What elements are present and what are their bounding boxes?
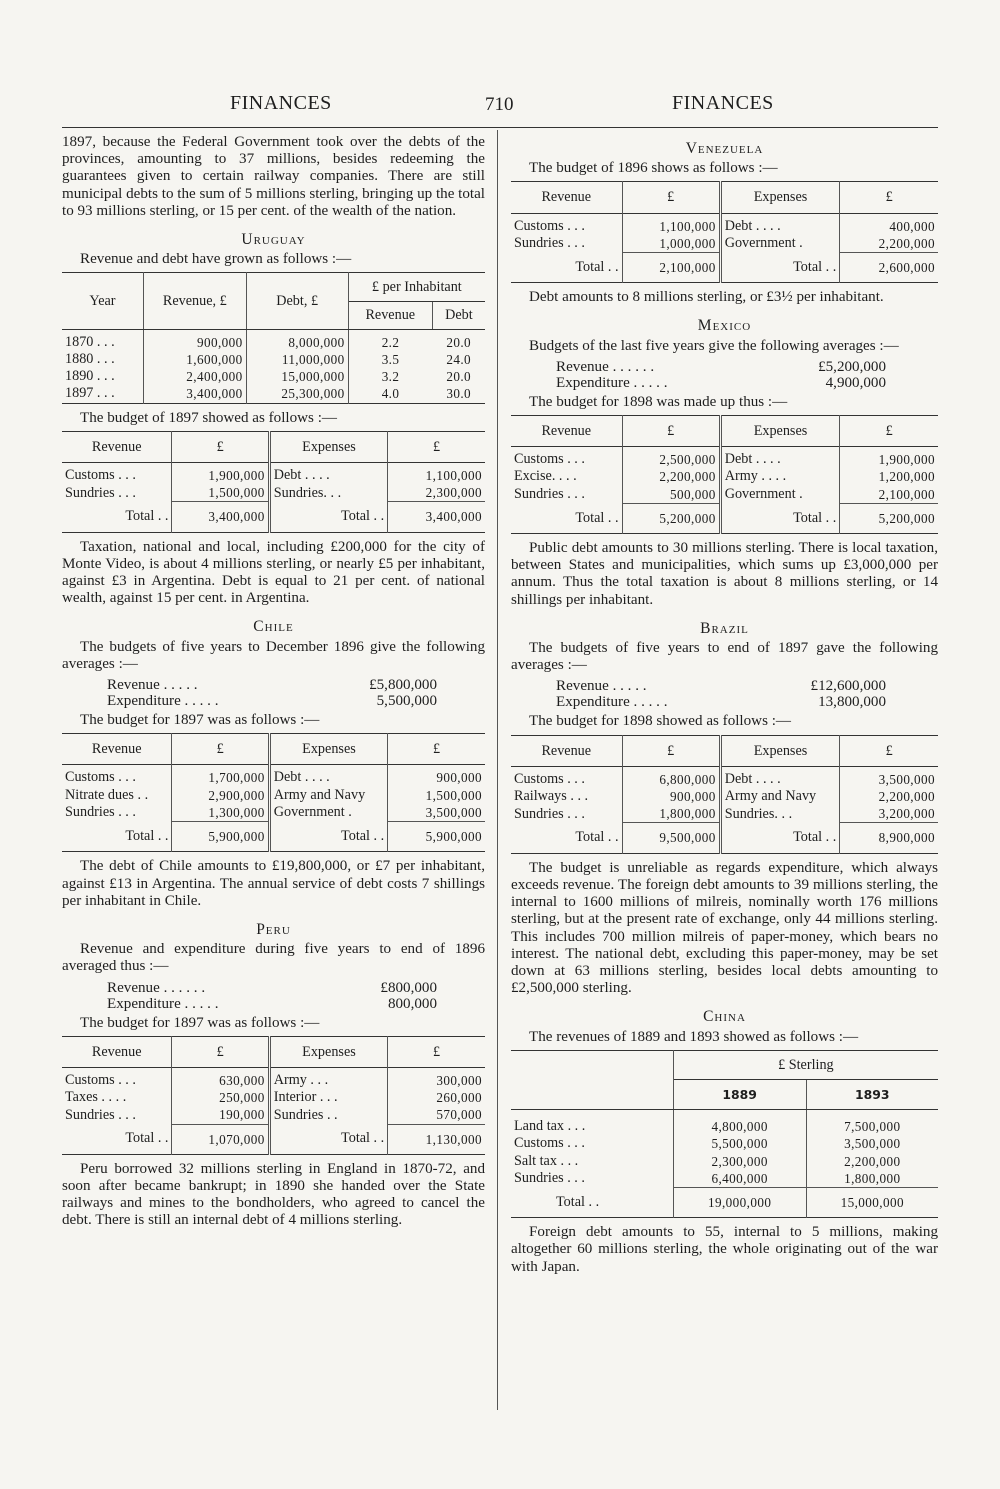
- expense-item: Army and Navy: [269, 787, 387, 804]
- total-label: Total . .: [511, 1187, 673, 1217]
- brazil-budget-table: [511, 735, 938, 854]
- expense-item: Army and Navy: [720, 788, 840, 805]
- peru-averages: [107, 980, 437, 1012]
- total-expenses: 5,900,000: [388, 822, 485, 852]
- total-label: Total . .: [720, 503, 840, 533]
- table-row: [511, 1135, 938, 1152]
- table-row: [62, 804, 485, 822]
- left-column: [62, 134, 485, 1234]
- avg-value: 5,500,000: [376, 693, 437, 710]
- total-label: Total . .: [720, 823, 840, 853]
- expense-amount: 2,100,000: [878, 486, 935, 502]
- row-per-revenue: 3.5: [381, 352, 400, 368]
- expense-item: Government .: [720, 486, 840, 504]
- total-label: Total . .: [269, 1124, 387, 1154]
- avg-value: £800,000: [380, 979, 437, 996]
- col-expenses: Expenses: [720, 416, 840, 447]
- venezuela-budget-table: [511, 181, 938, 283]
- chile-after: The debt of Chile amounts to £19,800,000, or £7 per inhabitant, against £13 in Argentina. The annual service of debt costs 7 shillings per inhabitant in Chile.: [62, 858, 485, 909]
- revenue-amount: 630,000: [172, 1072, 269, 1089]
- row-per-debt: 24.0: [446, 352, 472, 368]
- row-year: 1897 . . .: [62, 385, 143, 403]
- china-after: Foreign debt amounts to 55, internal to 5 millions, making altogether 60 millions sterling, the whole originating out of the war with Japan.: [511, 1224, 938, 1275]
- total-label: Total . .: [62, 822, 172, 852]
- expense-item: Army . . .: [269, 1072, 387, 1089]
- revenue-item: Taxes . . . .: [62, 1089, 172, 1106]
- revenue-item: Land tax . . .: [511, 1118, 673, 1135]
- brazil-budget-lead: The budget for 1898 showed as follows :—: [529, 713, 792, 730]
- amount-1889: 2,300,000: [673, 1153, 806, 1170]
- venezuela-after: Debt amounts to 8 millions sterling, or £3½ per inhabitant.: [529, 289, 884, 306]
- revenue-amount: 2,900,000: [172, 787, 269, 804]
- col-1893: 1893: [806, 1079, 938, 1109]
- col-sterling: £ Sterling: [673, 1050, 938, 1079]
- total-revenue: 5,200,000: [622, 503, 720, 533]
- expense-amount: 1,500,000: [425, 787, 482, 803]
- row-year: 1890 . . .: [62, 368, 143, 385]
- revenue-item: Railways . . .: [511, 788, 622, 805]
- header-left: FINANCES: [230, 92, 332, 114]
- row-per-debt: 20.0: [446, 369, 472, 385]
- col-revenue: Revenue: [62, 734, 172, 765]
- revenue-amount: 500,000: [622, 486, 720, 504]
- col-pounds: £: [172, 1036, 269, 1067]
- total-expenses: 8,900,000: [840, 823, 938, 853]
- col-pounds: £: [885, 189, 893, 206]
- row-debt: 8,000,000: [246, 334, 348, 351]
- table-row: [511, 1118, 938, 1135]
- page-number: 710: [485, 94, 514, 115]
- revenue-item: Nitrate dues . .: [62, 787, 172, 804]
- total-revenue: 3,400,000: [172, 502, 269, 532]
- brazil-after: The budget is unreliable as regards expenditure, which always exceeds revenue. The foreign debt amounts to 39 millions sterling, the internal to 1600 millions of milreis, nominally worth 176 millions sterling, but at the present rate of exchange, only 44 millions sterling. This includes 700 million milreis of paper-money, which bears no interest. The national debt, excluding this paper-money, may be set down at 63 millions sterling, besides local debts amounting to £2,500,000 sterling.: [511, 859, 938, 997]
- mexico-budget-lead: The budget for 1898 was made up thus :—: [529, 393, 788, 410]
- total-label: Total . .: [269, 502, 387, 532]
- total-revenue: 9,500,000: [622, 823, 720, 853]
- expense-item: Debt . . . .: [269, 467, 387, 484]
- col-pounds: £: [622, 735, 720, 766]
- expense-amount: 1,200,000: [878, 469, 935, 485]
- chile-budget-lead: The budget for 1897 was as follows :—: [80, 712, 320, 729]
- table-row: [511, 486, 938, 504]
- revenue-amount: 1,100,000: [622, 218, 720, 235]
- total-label: Total . .: [511, 503, 622, 533]
- total-row: [62, 502, 485, 532]
- venezuela-lead: The budget of 1896 shows as follows :—: [529, 160, 778, 177]
- amount-1889: 6,400,000: [673, 1170, 806, 1188]
- section-title-china: China: [703, 1008, 746, 1026]
- revenue-item: Sundries . . .: [511, 486, 622, 504]
- expense-amount: 1,900,000: [878, 452, 935, 468]
- chile-lead: The budgets of five years to December 1896 give the following averages :—: [62, 638, 485, 672]
- col-pounds: £: [433, 1043, 441, 1060]
- table-row: [62, 769, 485, 786]
- amount-1893: 7,500,000: [844, 1119, 901, 1135]
- col-pounds: £: [622, 182, 720, 213]
- avg-value: £12,600,000: [810, 678, 886, 695]
- col-revenue: Revenue: [511, 182, 622, 213]
- row-per-revenue: 3.2: [381, 369, 400, 385]
- amount-1889: 4,800,000: [673, 1118, 806, 1135]
- col-expenses: Expenses: [269, 734, 387, 765]
- amount-1893: 1,800,000: [844, 1170, 901, 1186]
- expense-amount: 3,500,000: [878, 771, 935, 787]
- revenue-amount: 190,000: [172, 1106, 269, 1124]
- expense-amount: 400,000: [889, 218, 935, 234]
- col-pounds: £: [433, 741, 441, 758]
- col-expenses: Expenses: [269, 1036, 387, 1067]
- intro-paragraph: 1897, because the Federal Government took over the debts of the provinces, amounting to 37 millions, besides redeeming the guarantees given to certain railway companies. There are still municipal debts to the sum of 5 millions sterling, bringing up the total to 93 millions sterling, or 15 per cent. of the wealth of the nation.: [62, 134, 486, 219]
- table-row: [62, 351, 485, 368]
- peru-after: Peru borrowed 32 millions sterling in England in 1870-72, and soon after became bankrupt; in 1890 she handed over the State railways and mines to the bondholders, who agreed to cancel the debt. There is still an internal debt of 4 millions sterling.: [62, 1160, 485, 1229]
- expense-amount: 3,500,000: [425, 804, 482, 820]
- table-row: [511, 788, 938, 805]
- revenue-item: Customs . . .: [62, 467, 172, 484]
- avg-value: 800,000: [387, 995, 437, 1012]
- uruguay-growth-table: [62, 272, 485, 403]
- table-row: [511, 771, 938, 788]
- revenue-item: Salt tax . . .: [511, 1153, 673, 1170]
- col-expenses: Expenses: [720, 182, 840, 213]
- row-year: 1880 . . .: [62, 351, 143, 368]
- revenue-item: Sundries . . .: [511, 805, 622, 823]
- total-expenses: 3,400,000: [388, 502, 485, 532]
- table-row: [511, 218, 938, 235]
- total-row: [62, 1124, 485, 1154]
- row-revenue: 3,400,000: [143, 385, 246, 403]
- table-row: [62, 1072, 485, 1089]
- amount-1893: 2,200,000: [844, 1153, 901, 1169]
- china-revenue-table: [511, 1050, 938, 1218]
- avg-value: £5,800,000: [369, 677, 437, 694]
- section-title-uruguay: Uruguay: [241, 231, 306, 249]
- expense-amount: 2,200,000: [878, 235, 935, 251]
- table-row: [62, 334, 485, 351]
- avg-label: Expenditure . . . . .: [556, 374, 668, 391]
- col-pounds: £: [172, 734, 269, 765]
- table-row: [62, 467, 485, 484]
- avg-label: Revenue . . . . .: [556, 678, 647, 695]
- avg-label: Expenditure . . . . .: [107, 995, 219, 1012]
- col-revenue: Revenue, £: [143, 273, 246, 329]
- expense-amount: 300,000: [436, 1072, 482, 1088]
- table-row: [511, 1170, 938, 1188]
- peru-budget-table: [62, 1036, 485, 1155]
- section-title-peru: Peru: [256, 920, 291, 938]
- col-pounds: £: [885, 742, 893, 759]
- expense-item: Sundries. . .: [720, 805, 840, 823]
- total-label: Total . .: [511, 823, 622, 853]
- avg-label: Revenue . . . . . .: [556, 358, 655, 375]
- expense-amount: 1,100,000: [425, 468, 482, 484]
- running-header: [60, 92, 940, 122]
- revenue-amount: 1,700,000: [172, 769, 269, 786]
- revenue-item: Sundries . . .: [62, 804, 172, 822]
- revenue-amount: 1,800,000: [622, 805, 720, 823]
- expense-amount: 570,000: [436, 1107, 482, 1123]
- total-label: Total . .: [511, 253, 622, 283]
- row-revenue: 2,400,000: [143, 368, 246, 385]
- revenue-item: Customs . . .: [62, 769, 172, 786]
- table-row: [62, 787, 485, 804]
- revenue-item: Sundries . . .: [511, 1170, 673, 1188]
- total-1889: 19,000,000: [673, 1187, 806, 1217]
- revenue-item: Customs . . .: [511, 451, 622, 468]
- total-row: [511, 1187, 938, 1217]
- col-pounds: £: [622, 416, 720, 447]
- total-1893: 15,000,000: [806, 1187, 938, 1217]
- row-debt: 15,000,000: [246, 368, 348, 385]
- revenue-amount: 1,500,000: [172, 484, 269, 502]
- row-year: 1870 . . .: [62, 334, 143, 351]
- amount-1893: 3,500,000: [844, 1136, 901, 1152]
- chile-averages: [107, 677, 437, 709]
- revenue-amount: 1,300,000: [172, 804, 269, 822]
- table-row: [62, 368, 485, 385]
- total-label: Total . .: [269, 822, 387, 852]
- table-row: [62, 1089, 485, 1106]
- table-row: [511, 805, 938, 823]
- col-pounds: £: [433, 438, 441, 455]
- col-revenue: Revenue: [511, 416, 622, 447]
- brazil-lead: The budgets of five years to end of 1897 gave the following averages :—: [511, 640, 938, 674]
- table-row: [511, 451, 938, 468]
- section-title-brazil: Brazil: [700, 619, 749, 637]
- header-right: FINANCES: [672, 92, 774, 114]
- brazil-averages: [556, 678, 886, 710]
- col-expenses: Expenses: [269, 431, 387, 462]
- revenue-amount: 1,900,000: [172, 467, 269, 484]
- total-row: [62, 822, 485, 852]
- column-divider: [497, 130, 498, 1410]
- avg-value: 4,900,000: [825, 374, 886, 391]
- row-debt: 25,300,000: [246, 385, 348, 403]
- expense-item: Debt . . . .: [720, 771, 840, 788]
- row-per-revenue: 4.0: [381, 386, 400, 402]
- col-per-debt: Debt: [432, 301, 485, 329]
- total-row: [511, 823, 938, 853]
- revenue-item: Customs . . .: [511, 1135, 673, 1152]
- revenue-item: Customs . . .: [511, 218, 622, 235]
- section-title-chile: Chile: [253, 618, 294, 636]
- avg-label: Expenditure . . . . .: [556, 694, 668, 711]
- total-expenses: 2,600,000: [840, 253, 938, 283]
- expense-item: Army . . . .: [720, 468, 840, 485]
- table-row: [511, 1153, 938, 1170]
- expense-amount: 2,200,000: [878, 789, 935, 805]
- total-revenue: 5,900,000: [172, 822, 269, 852]
- expense-item: Sundries. . .: [269, 484, 387, 502]
- total-label: Total . .: [62, 1124, 172, 1154]
- revenue-amount: 2,200,000: [622, 468, 720, 485]
- uruguay-budget-table: [62, 431, 485, 533]
- avg-value: 13,800,000: [818, 694, 886, 711]
- uruguay-lead: Revenue and debt have grown as follows :—: [80, 251, 352, 268]
- expense-item: Government .: [720, 235, 840, 253]
- uruguay-after: Taxation, national and local, including £200,000 for the city of Monte Video, is about 4 millions sterling, or nearly £5 per inhabitant, against £3 in Argentina. Debt is equal to 21 per cent. of national wealth, against 15 per cent. in Argentina.: [62, 538, 485, 607]
- col-expenses: Expenses: [720, 735, 840, 766]
- total-row: [511, 503, 938, 533]
- total-label: Total . .: [62, 502, 172, 532]
- peru-budget-lead: The budget for 1897 was as follows :—: [80, 1014, 320, 1031]
- row-revenue: 900,000: [143, 334, 246, 351]
- expense-amount: 900,000: [436, 770, 482, 786]
- total-expenses: 1,130,000: [388, 1124, 485, 1154]
- row-per-debt: 20.0: [446, 334, 472, 350]
- header-rule: [62, 127, 938, 128]
- total-revenue: 1,070,000: [172, 1124, 269, 1154]
- table-row: [62, 484, 485, 502]
- right-column: [511, 134, 938, 1280]
- total-row: [511, 253, 938, 283]
- china-lead: The revenues of 1889 and 1893 showed as follows :—: [529, 1028, 859, 1045]
- expense-item: Debt . . . .: [269, 769, 387, 786]
- revenue-amount: 1,000,000: [622, 235, 720, 253]
- revenue-item: Sundries . . .: [511, 235, 622, 253]
- section-title-mexico: Mexico: [697, 317, 752, 335]
- col-per-inhabitant: £ per Inhabitant: [348, 273, 485, 301]
- avg-label: Expenditure . . . . .: [107, 693, 219, 710]
- mexico-averages: [556, 359, 886, 391]
- expense-item: Debt . . . .: [720, 451, 840, 468]
- expense-item: Government .: [269, 804, 387, 822]
- revenue-amount: 2,500,000: [622, 451, 720, 468]
- revenue-item: Sundries . . .: [62, 484, 172, 502]
- peru-lead: Revenue and expenditure during five years to end of 1896 averaged thus :—: [62, 941, 485, 975]
- total-expenses: 5,200,000: [840, 503, 938, 533]
- expense-amount: 3,200,000: [878, 806, 935, 822]
- revenue-item: Customs . . .: [62, 1072, 172, 1089]
- chile-budget-table: [62, 733, 485, 852]
- mexico-lead: Budgets of the last five years give the following averages :—: [529, 337, 899, 354]
- table-row: [62, 1106, 485, 1124]
- avg-value: £5,200,000: [818, 358, 886, 375]
- mexico-budget-table: [511, 415, 938, 534]
- col-revenue: Revenue: [62, 431, 172, 462]
- revenue-amount: 6,800,000: [622, 771, 720, 788]
- mexico-after: Public debt amounts to 30 millions sterling. There is local taxation, between States and municipalities, which sums up £3,000,000 per annum. Thus the total taxation is about 8 millions sterling, or 14 shillings per inhabitant.: [511, 540, 938, 608]
- row-revenue: 1,600,000: [143, 351, 246, 368]
- expense-item: Sundries . .: [269, 1106, 387, 1124]
- amount-1889: 5,500,000: [673, 1135, 806, 1152]
- row-per-debt: 30.0: [446, 386, 472, 402]
- section-title-venezuela: Venezuela: [685, 140, 764, 157]
- total-label: Total . .: [720, 253, 840, 283]
- table-row: [511, 235, 938, 253]
- uruguay-budget-lead: The budget of 1897 showed as follows :—: [80, 409, 337, 426]
- expense-item: Interior . . .: [269, 1089, 387, 1106]
- row-debt: 11,000,000: [246, 351, 348, 368]
- col-per-revenue: Revenue: [348, 301, 432, 329]
- total-revenue: 2,100,000: [622, 253, 720, 283]
- revenue-item: Sundries . . .: [62, 1106, 172, 1124]
- revenue-item: Excise. . . .: [511, 468, 622, 485]
- revenue-item: Customs . . .: [511, 771, 622, 788]
- revenue-amount: 900,000: [622, 788, 720, 805]
- revenue-amount: 250,000: [172, 1089, 269, 1106]
- avg-label: Revenue . . . . .: [107, 677, 198, 694]
- expense-item: Debt . . . .: [720, 218, 840, 235]
- table-row: [62, 385, 485, 403]
- col-pounds: £: [885, 423, 893, 440]
- expense-amount: 260,000: [436, 1090, 482, 1106]
- col-revenue: Revenue: [511, 735, 622, 766]
- col-year: Year: [62, 273, 143, 329]
- col-pounds: £: [172, 431, 269, 462]
- col-1889: 1889: [673, 1079, 806, 1109]
- expense-amount: 2,300,000: [425, 485, 482, 501]
- col-debt: Debt, £: [246, 273, 348, 329]
- row-per-revenue: 2.2: [381, 334, 400, 350]
- avg-label: Revenue . . . . . .: [107, 979, 206, 996]
- table-row: [511, 468, 938, 485]
- col-revenue: Revenue: [62, 1036, 172, 1067]
